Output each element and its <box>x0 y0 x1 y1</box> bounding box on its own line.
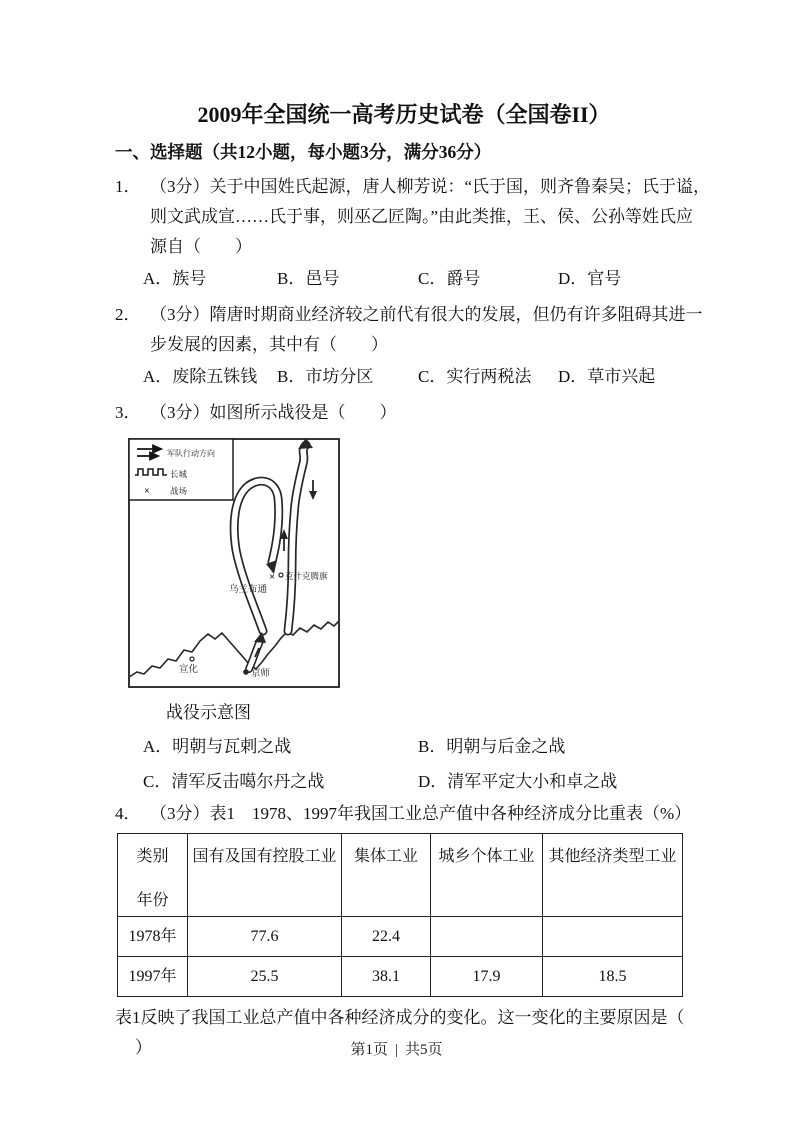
legend-battlefield-label: 战场 <box>170 486 188 496</box>
table-value-cell: 38.1 <box>342 957 431 997</box>
table-column-header: 集体工业 <box>342 834 431 917</box>
question-body <box>115 799 693 1063</box>
table-note-close: ） <box>135 1038 152 1057</box>
xuanhua-marker <box>190 657 194 661</box>
section-heading: 一、选择题（共12小题，每小题3分，满分36分） <box>115 142 492 162</box>
table-year-cell: 1997年 <box>118 957 188 997</box>
options-row <box>143 362 703 392</box>
table-row <box>118 957 683 997</box>
legend-army-label: 军队行动方向 <box>167 449 215 458</box>
option-b: B．明朝与后金之战 <box>418 737 566 756</box>
option-d: D．清军平定大小和卓之战 <box>418 772 618 791</box>
battle-map-svg <box>128 438 340 688</box>
table-value-cell: 18.5 <box>543 957 683 997</box>
options-grid <box>143 732 693 797</box>
table-corner-cell <box>118 834 188 917</box>
map-label-xuanhua: 宣化 <box>179 665 199 675</box>
options-row <box>143 264 710 294</box>
question-1 <box>115 172 711 294</box>
table-note: 表1反映了我国工业总产值中各种经济成分的变化。这一变化的主要原因是（ <box>115 1008 685 1027</box>
battle-map-figure <box>128 438 340 698</box>
map-legend <box>129 439 233 500</box>
battle-site-x-mark: × <box>269 571 276 583</box>
table-value-cell <box>431 917 543 957</box>
option-b: B．邑号 <box>277 269 340 288</box>
footer-page-indicator <box>0 1038 793 1059</box>
question-body <box>143 398 693 797</box>
question-line: （3分）如图所示战役是（ ） <box>150 403 397 422</box>
option-d: D．草市兴起 <box>558 367 656 386</box>
table-column-header: 国有及国有控股工业 <box>188 834 342 917</box>
table-value-cell: 77.6 <box>188 917 342 957</box>
keshiketeng-marker <box>279 573 283 577</box>
question-body <box>143 300 703 392</box>
table-value-cell: 17.9 <box>431 957 543 997</box>
table-column-header: 城乡个体工业 <box>431 834 543 917</box>
option-b: B．市坊分区 <box>277 367 374 386</box>
footer-separator: | <box>394 1042 398 1058</box>
option-c: C．清军反击噶尔丹之战 <box>143 772 325 791</box>
table-row <box>118 917 683 957</box>
table-value-cell <box>543 917 683 957</box>
table-header-row <box>118 834 683 917</box>
map-label-wulanbutong: 乌兰布通 <box>229 585 268 595</box>
option-a: A．废除五铢钱 <box>143 367 258 386</box>
question-line: （3分）隋唐时期商业经济较之前代有很大的发展，但仍有许多阻碍其进一 <box>150 305 703 324</box>
question-number: 2． <box>115 305 141 324</box>
question-number: 4． <box>115 804 141 823</box>
question-line: 则文武成宣……氏于事，则巫乙匠陶。”由此类推，王、侯、公孙等姓氏应 <box>150 207 694 226</box>
question-line: （3分）关于中国姓氏起源，唐人柳芳说：“氏于国，则齐鲁秦吴；氏于谥， <box>150 177 711 196</box>
option-c: C．实行两税法 <box>418 367 532 386</box>
corner-category-label: 类别 <box>136 848 169 865</box>
question-line: （3分）表1 1978、1997年我国工业总产值中各种经济成分比重表（%） <box>150 804 692 823</box>
question-line: 步发展的因素，其中有（ ） <box>150 335 388 354</box>
question-2 <box>115 300 703 392</box>
option-a: A．明朝与瓦剌之战 <box>143 737 292 756</box>
question-3 <box>115 398 693 797</box>
map-caption: 战役示意图 <box>166 703 251 722</box>
question-line: 源自（ ） <box>150 237 252 256</box>
industry-table <box>117 833 683 997</box>
legend-wall-label: 长城 <box>170 469 188 479</box>
footer-total-label: 共5页 <box>405 1042 443 1058</box>
map-label-capital: 京师 <box>251 669 271 679</box>
footer-page-label: 第1页 <box>350 1042 388 1058</box>
table-column-header: 其他经济类型工业 <box>543 834 683 917</box>
corner-year-label: 年份 <box>136 892 169 909</box>
question-number: 1． <box>115 177 141 196</box>
table-value-cell: 25.5 <box>188 957 342 997</box>
option-c: C．爵号 <box>418 269 481 288</box>
map-label-keshiketeng: 克什克腾旗 <box>285 571 328 581</box>
table-year-cell: 1978年 <box>118 917 188 957</box>
question-body <box>143 172 711 294</box>
battlefield-x-icon: × <box>144 486 150 497</box>
option-d: D．官号 <box>558 269 622 288</box>
capital-marker <box>243 669 249 675</box>
option-a: A．族号 <box>143 269 207 288</box>
table-value-cell: 22.4 <box>342 917 431 957</box>
page-title: 2009年全国统一高考历史试卷（全国卷II） <box>197 102 611 127</box>
question-number: 3． <box>115 403 141 422</box>
question-4 <box>115 799 693 1063</box>
